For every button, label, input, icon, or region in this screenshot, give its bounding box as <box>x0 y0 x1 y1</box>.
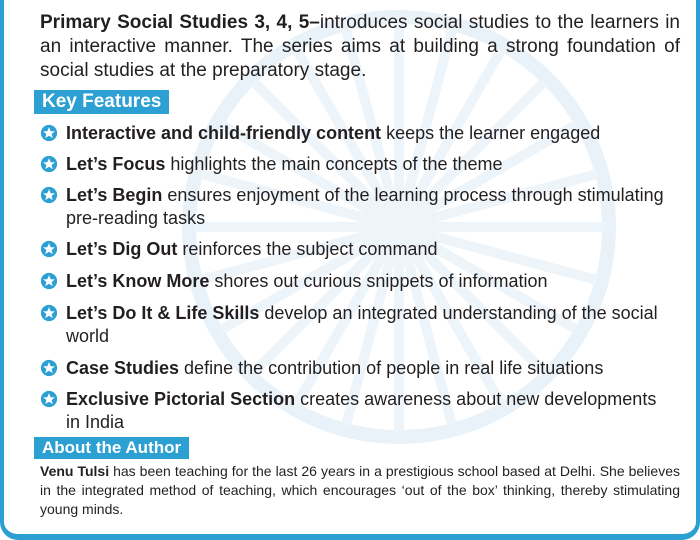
about-author-paragraph <box>40 462 680 519</box>
feature-text: develop an integrated understanding of the social world <box>66 303 658 346</box>
star-circle-icon <box>40 359 58 377</box>
star-circle-icon <box>40 240 58 258</box>
series-title: Primary Social Studies 3, 4, 5– <box>40 12 320 33</box>
feature-title: Let’s Know More <box>66 271 210 291</box>
feature-text: reinforces the subject command <box>177 239 438 259</box>
feature-text: highlights the main concepts of the theme <box>165 154 503 174</box>
feature-text: ensures enjoyment of the learning process through stimulating pre-reading tasks <box>66 185 664 228</box>
star-circle-icon <box>40 272 58 290</box>
feature-title: Let’s Begin <box>66 185 163 205</box>
feature-text: shores out curious snippets of information <box>209 271 548 291</box>
intro-text: introduces social studies to the learners in an interactive manner. The series aims at building a strong foundation of social studies at the preparatory stage. <box>40 12 680 81</box>
feature-text: define the contribution of people in real life situations <box>179 358 604 378</box>
star-circle-icon <box>40 390 58 408</box>
feature-title: Exclusive Pictorial Section <box>66 389 296 409</box>
feature-text: creates awareness about new developments in India <box>66 389 657 432</box>
star-circle-icon <box>40 124 58 142</box>
about-author-heading: About the Author <box>34 437 189 459</box>
author-name: Venu Tulsi <box>40 463 110 479</box>
intro-paragraph <box>40 11 680 83</box>
feature-title: Let’s Focus <box>66 154 166 174</box>
about-text: has been teaching for the last 26 years in a prestigious school based at Delhi. She believes in the integrated method of teaching, which encourages ‘out of the box’ thinking, thereby stimulating young minds. <box>40 463 680 517</box>
feature-title: Let’s Do It & Life Skills <box>66 303 260 323</box>
feature-text: keeps the learner engaged <box>381 123 601 143</box>
key-features-heading: Key Features <box>34 90 169 114</box>
feature-title: Let’s Dig Out <box>66 239 178 259</box>
star-circle-icon <box>40 304 58 322</box>
star-circle-icon <box>40 186 58 204</box>
star-circle-icon <box>40 155 58 173</box>
feature-title: Interactive and child-friendly content <box>66 123 382 143</box>
feature-title: Case Studies <box>66 358 180 378</box>
